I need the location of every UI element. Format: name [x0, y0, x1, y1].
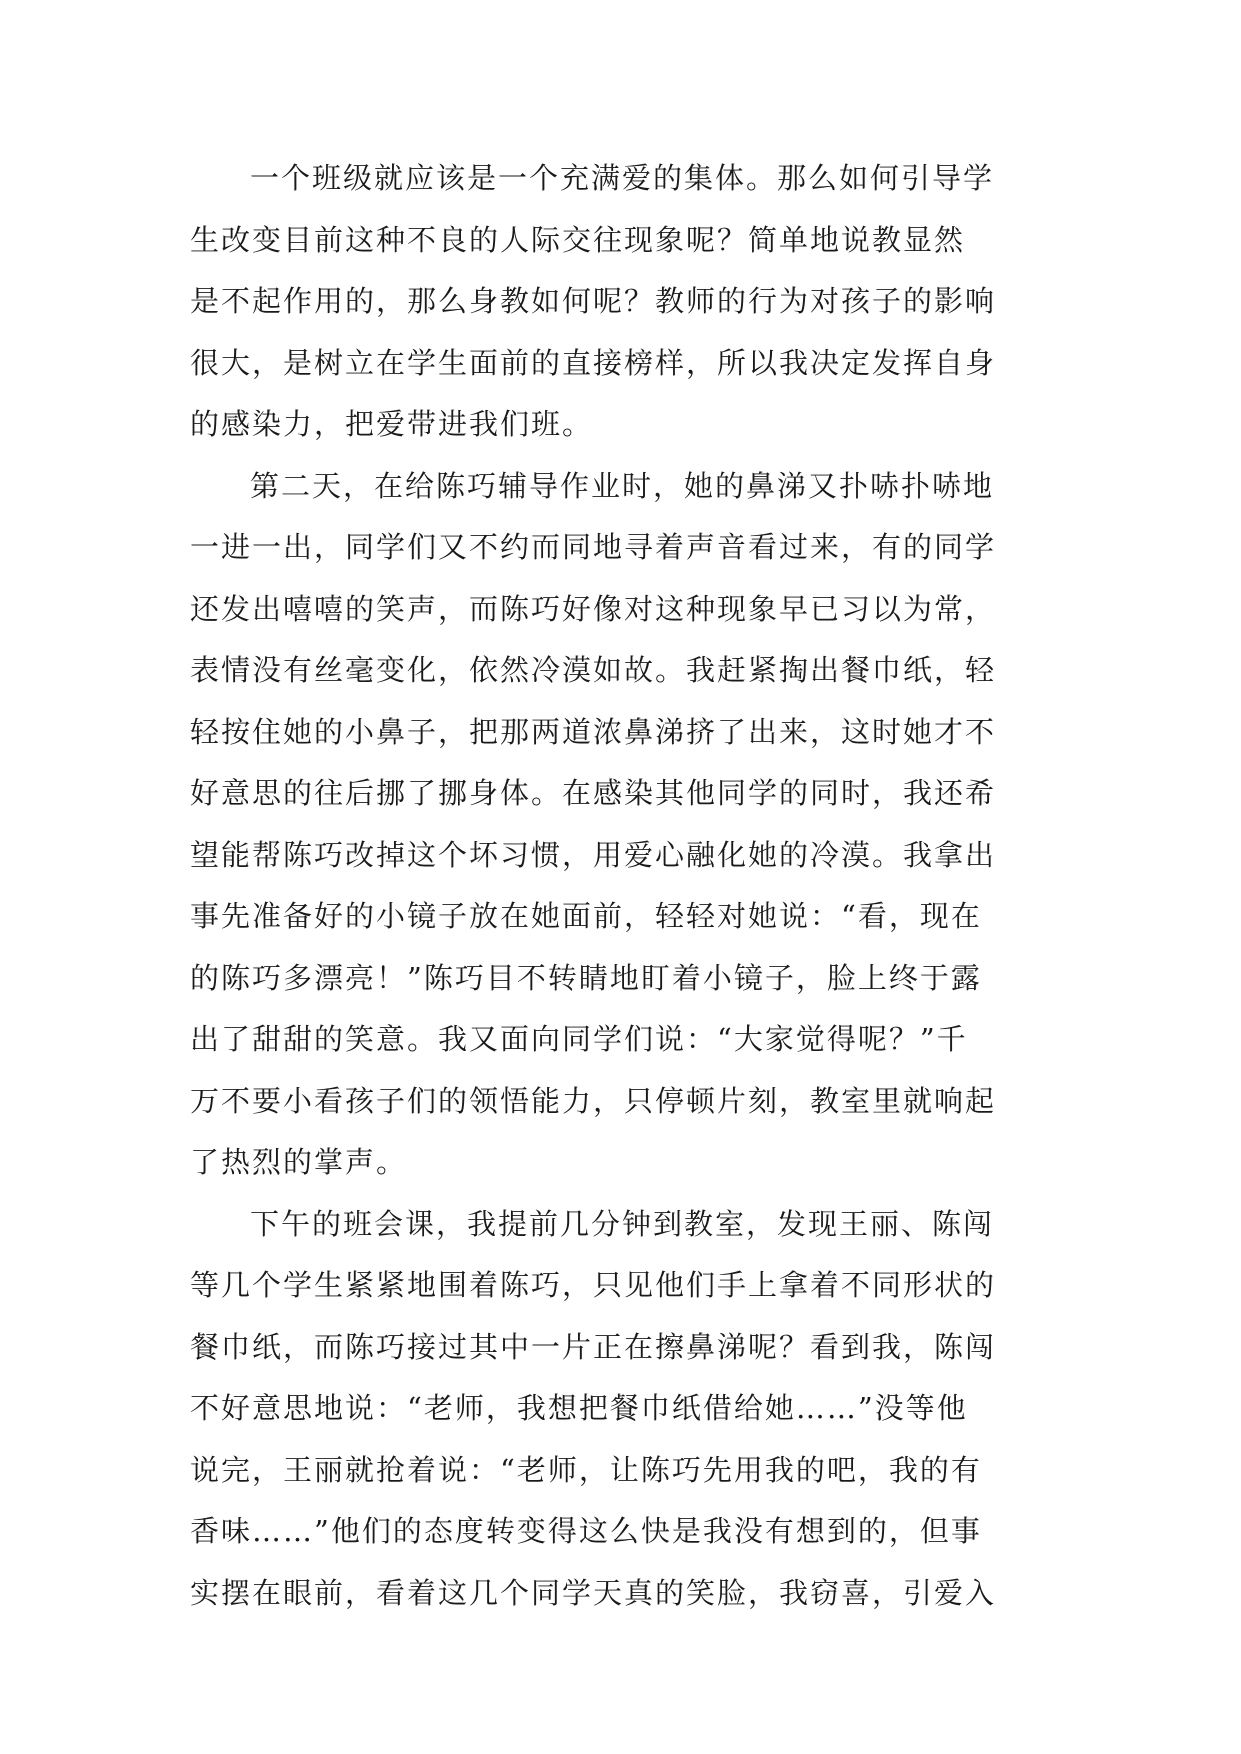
paragraph-3 — [190, 1194, 1050, 1625]
text-line: 餐巾纸，而陈巧接过其中一片正在擦鼻涕呢？看到我，陈闯 — [190, 1329, 997, 1364]
text-line: 不好意思地说：“老师，我想把餐巾纸借给她……”没等他 — [190, 1391, 968, 1425]
text-line: 好意思的往后挪了挪身体。在感染其他同学的同时，我还希 — [190, 776, 997, 810]
text-line: 一个班级就应该是一个充满爱的集体。那么如何引导学 — [250, 161, 995, 195]
text-line: 一进一出，同学们又不约而同地寻着声音看过来，有的同学 — [190, 530, 997, 564]
text-line: 第二天，在给陈巧辅导作业时，她的鼻涕又扑哧扑哧地 — [250, 468, 995, 503]
text-line: 下午的班会课，我提前几分钟到教室，发现王丽、陈闯 — [250, 1206, 995, 1241]
text-line: 的陈巧多漂亮！”陈巧目不转睛地盯着小镜子，脸上终于露 — [190, 960, 982, 995]
text-line: 的感染力，把爱带进我们班。 — [190, 407, 594, 441]
paragraph-1 — [190, 148, 1050, 456]
text-line: 生改变目前这种不良的人际交往现象呢？简单地说教显然 — [190, 222, 966, 257]
text-line: 说完，王丽就抢着说：“老师，让陈巧先用我的吧，我的有 — [190, 1452, 982, 1487]
text-line: 了热烈的掌声。 — [190, 1145, 408, 1179]
text-line: 实摆在眼前，看着这几个同学天真的笑脸，我窃喜，引爱入 — [190, 1575, 997, 1610]
text-line: 望能帮陈巧改掉这个坏习惯，用爱心融化她的冷漠。我拿出 — [190, 837, 997, 872]
text-line: 万不要小看孩子们的领悟能力，只停顿片刻，教室里就响起 — [190, 1083, 997, 1118]
text-line: 轻按住她的小鼻子，把那两道浓鼻涕挤了出来，这时她才不 — [190, 714, 997, 749]
text-line: 等几个学生紧紧地围着陈巧，只见他们手上拿着不同形状的 — [190, 1268, 997, 1302]
text-line: 还发出嘻嘻的笑声，而陈巧好像对这种现象早已习以为常， — [190, 591, 997, 626]
paragraph-2 — [190, 456, 1050, 1194]
text-line: 香味……”他们的态度转变得这么快是我没有想到的，但事 — [190, 1514, 982, 1548]
text-line: 是不起作用的，那么身教如何呢？教师的行为对孩子的影响 — [190, 284, 997, 318]
body-text — [190, 148, 1050, 1624]
text-line: 表情没有丝毫变化，依然冷漠如故。我赶紧掏出餐巾纸，轻 — [190, 653, 997, 687]
text-line: 很大，是树立在学生面前的直接榜样，所以我决定发挥自身 — [190, 345, 997, 380]
text-line: 出了甜甜的笑意。我又面向同学们说：“大家觉得呢？”千 — [190, 1022, 968, 1056]
text-line: 事先准备好的小镜子放在她面前，轻轻对她说：“看，现在 — [190, 899, 982, 933]
